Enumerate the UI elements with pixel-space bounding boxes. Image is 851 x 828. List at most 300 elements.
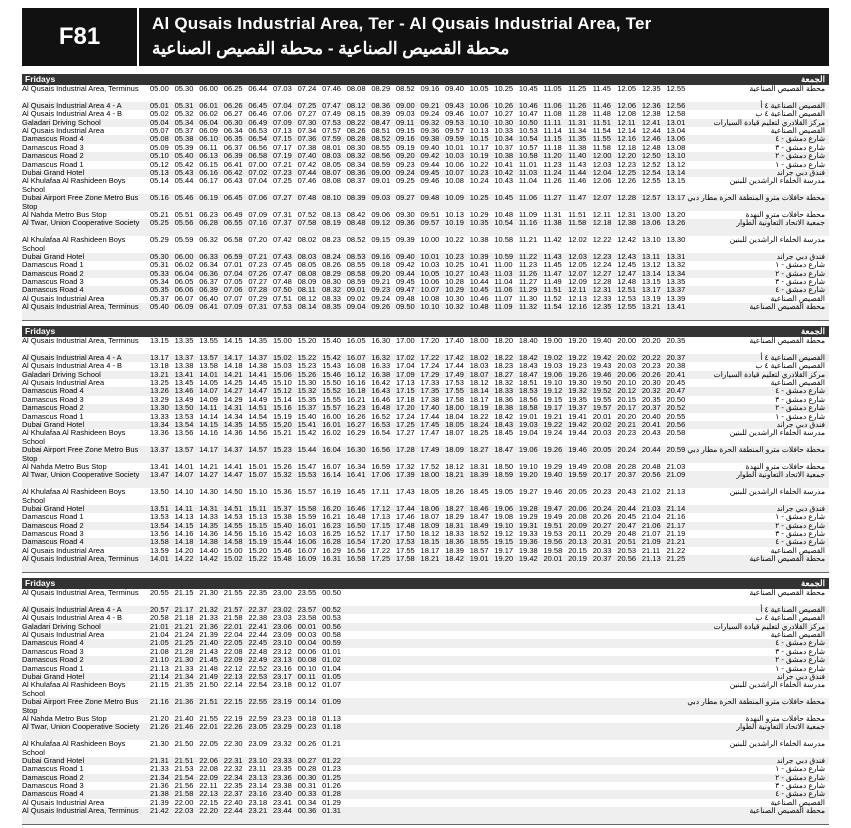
departure-time: 09.59 — [445, 134, 464, 144]
departure-time: 21.18 — [174, 613, 194, 623]
departure-time: 21.32 — [199, 604, 218, 614]
departure-time: 14.55 — [248, 419, 268, 429]
departure-time: 17.42 — [445, 352, 464, 362]
departure-time: 23.09 — [272, 629, 292, 639]
departure-time: 13.53 — [174, 411, 194, 421]
departure-time: 06.17 — [199, 176, 218, 186]
departure-time: 16.53 — [371, 419, 391, 429]
stop-name-arabic: شارع دمشق - ٢ — [775, 268, 825, 278]
stop-name-english: Al Qusais Industrial Area, Terminus — [22, 302, 139, 312]
timetable-row — [22, 606, 829, 614]
departure-time: 01.01 — [322, 646, 341, 656]
departure-time: 08.48 — [346, 218, 366, 228]
departure-time: 16.05 — [346, 336, 366, 345]
departure-time: 11.38 — [543, 218, 562, 228]
departure-time: 10.32 — [445, 302, 464, 312]
departure-time: 15.03 — [272, 361, 292, 371]
departure-time: 00.23 — [297, 722, 317, 732]
departure-time: 13.31 — [666, 251, 686, 261]
departure-time: 20.06 — [568, 503, 587, 513]
departure-time: 23.40 — [272, 789, 292, 799]
departure-time: 17.06 — [371, 470, 391, 480]
departure-time: 14.56 — [248, 428, 268, 438]
departure-time: 20.48 — [641, 461, 661, 471]
departure-time: 11.06 — [494, 285, 513, 295]
departure-time: 10.27 — [445, 268, 464, 278]
departure-time: 06.37 — [199, 277, 218, 287]
stop-name-english: Galadari Driving School — [22, 369, 101, 379]
departure-time: 11.32 — [518, 302, 538, 312]
departure-time: 12.22 — [592, 235, 612, 245]
departure-time: 17.02 — [395, 352, 415, 362]
departure-time: 17.48 — [395, 520, 415, 530]
departure-time: 22.05 — [199, 739, 218, 749]
stop-name-english: Al Twar, Union Cooperative Society — [22, 218, 140, 228]
departure-time: 16.54 — [346, 537, 366, 547]
departure-time: 10.58 — [518, 151, 538, 161]
departure-time: 06.05 — [174, 277, 194, 287]
departure-time: 23.10 — [272, 638, 292, 648]
departure-time: 12.35 — [592, 302, 612, 312]
departure-time: 12.13 — [568, 293, 587, 303]
departure-time: 08.55 — [371, 142, 391, 152]
departure-time: 07.09 — [223, 302, 243, 312]
departure-time: 13.06 — [666, 134, 686, 144]
departure-time: 07.42 — [272, 235, 292, 245]
departure-time: 11.52 — [543, 293, 562, 303]
departure-time: 13.30 — [666, 235, 686, 245]
departure-time: 15.37 — [297, 403, 317, 413]
departure-time: 14.57 — [248, 445, 268, 455]
departure-time: 05.14 — [150, 176, 169, 186]
route-number: F81 — [22, 8, 139, 66]
departure-times — [150, 740, 347, 748]
departure-time: 10.34 — [494, 134, 514, 144]
stop-name-english: Al Twar, Union Cooperative Society — [22, 722, 140, 732]
departure-time: 13.37 — [150, 445, 169, 455]
departure-time: 08.05 — [297, 260, 317, 270]
departure-time: 07.31 — [272, 209, 292, 219]
departure-time: 07.06 — [248, 193, 268, 203]
departure-time: 07.27 — [297, 109, 317, 119]
departure-time: 09.20 — [395, 151, 415, 161]
departure-time: 16.32 — [371, 352, 391, 362]
departure-time: 08.01 — [322, 142, 341, 152]
departure-time: 16.14 — [322, 470, 341, 480]
departure-time: 10.39 — [469, 251, 489, 261]
stop-name-english: Damascus Road 4 — [22, 386, 84, 396]
stop-name-english: Al Qusais Industrial Area — [22, 629, 105, 639]
day-label-english: Fridays — [25, 578, 56, 588]
departure-time: 19.51 — [543, 520, 563, 530]
departure-time: 21.13 — [150, 663, 169, 673]
departure-time: 15.20 — [272, 419, 292, 429]
departure-time: 07.42 — [297, 159, 317, 169]
departure-time: 09.39 — [395, 235, 415, 245]
departure-time: 20.12 — [617, 386, 637, 396]
departure-time: 17.50 — [395, 529, 415, 539]
departure-time: 11.26 — [543, 176, 562, 186]
departure-time: 21.33 — [199, 613, 218, 623]
departure-time: 11.06 — [518, 193, 538, 203]
departure-time: 12.42 — [617, 235, 637, 245]
departure-time: 09.03 — [395, 109, 415, 119]
departure-time: 00.14 — [297, 697, 317, 707]
departure-time: 20.00 — [617, 336, 637, 345]
departure-time: 15.42 — [272, 529, 292, 539]
departure-time: 10.03 — [420, 260, 440, 270]
departure-time: 06.01 — [199, 100, 218, 110]
departure-time: 10.08 — [445, 176, 464, 186]
departure-time: 21.17 — [174, 604, 194, 614]
stop-name-english: Al Qusais Industrial Area 4 - B — [22, 361, 123, 371]
departure-time: 20.06 — [617, 369, 637, 379]
departure-time: 06.49 — [248, 117, 268, 127]
departure-time: 06.58 — [248, 151, 268, 161]
departure-time: 16.23 — [322, 520, 341, 530]
departure-time: 14.18 — [174, 537, 194, 547]
departure-time: 20.56 — [617, 554, 637, 564]
departure-time: 13.55 — [199, 336, 218, 345]
stop-name-english: Dubai Grand Hotel — [22, 755, 85, 765]
departure-time: 11.09 — [518, 209, 538, 219]
departure-time: 06.15 — [199, 159, 218, 169]
departure-time: 09.47 — [395, 285, 415, 295]
departure-time: 18.39 — [469, 470, 489, 480]
departure-time: 07.26 — [248, 268, 268, 278]
departure-time: 10.06 — [445, 159, 464, 169]
departure-time: 06.00 — [199, 84, 218, 93]
departure-time: 21.36 — [174, 697, 194, 707]
departure-time: 08.23 — [322, 235, 341, 245]
departure-time: 12.14 — [617, 125, 637, 135]
departure-time: 15.42 — [297, 428, 317, 438]
departure-time: 19.46 — [592, 369, 612, 379]
departure-time: 05.32 — [174, 109, 194, 119]
departure-time: 08.02 — [297, 235, 317, 245]
stop-name-arabic: شارع دمشق - ٤ — [775, 638, 825, 648]
departure-time: 20.05 — [568, 487, 587, 497]
departure-time: 10.09 — [445, 193, 464, 203]
departure-time: 18.47 — [494, 445, 514, 455]
day-label-english: Fridays — [25, 74, 56, 84]
departure-time: 13.46 — [174, 386, 194, 396]
departure-time: 11.26 — [568, 100, 587, 110]
departure-time: 15.41 — [297, 419, 317, 429]
departure-time: 12.03 — [568, 251, 587, 261]
departure-time: 21.45 — [199, 655, 218, 665]
departure-time: 11.01 — [518, 159, 538, 169]
route-title-arabic: محطة القصيص الصناعية - محطة القصيص الصناعية — [152, 39, 510, 58]
departure-time: 09.16 — [420, 84, 440, 93]
departure-time: 17.35 — [420, 386, 440, 396]
departure-time: 19.15 — [543, 394, 563, 404]
departure-time: 20.33 — [592, 545, 612, 555]
departure-time: 10.47 — [518, 109, 538, 119]
departure-time: 17.58 — [445, 394, 464, 404]
departure-time: 12.11 — [568, 285, 587, 295]
departure-time: 17.58 — [395, 554, 415, 564]
departure-time: 22.19 — [223, 713, 243, 723]
stop-name-arabic: القصيص الصناعية ٤ ب — [755, 361, 825, 371]
stop-name-english: Al Qusais Industrial Area — [22, 797, 105, 807]
departure-times — [150, 723, 347, 731]
departure-time: 21.19 — [666, 529, 686, 539]
departure-time: 18.47 — [518, 369, 538, 379]
departure-time: 07.50 — [272, 285, 292, 295]
departure-times — [150, 807, 347, 815]
departure-time: 09.48 — [395, 293, 415, 303]
departure-time: 14.13 — [174, 512, 194, 522]
departure-time: 09.00 — [371, 167, 391, 177]
departure-time: 08.03 — [297, 251, 317, 261]
departure-time: 11.04 — [518, 176, 538, 186]
departure-time: 10.45 — [494, 193, 514, 203]
departure-time: 23.21 — [248, 806, 268, 816]
departure-time: 13.41 — [666, 302, 686, 312]
departure-time: 13.56 — [150, 529, 169, 539]
departure-time: 14.21 — [223, 369, 243, 379]
departure-time: 22.03 — [174, 806, 194, 816]
departure-time: 15.52 — [322, 386, 341, 396]
departure-time: 08.53 — [346, 251, 366, 261]
departure-time: 19.52 — [592, 386, 612, 396]
departure-time: 14.25 — [223, 377, 243, 387]
departure-time: 07.01 — [223, 260, 243, 270]
departure-time: 05.30 — [174, 84, 194, 93]
departure-time: 20.58 — [666, 428, 686, 438]
departure-time: 07.09 — [272, 117, 292, 127]
stop-name-english: Damascus Road 4 — [22, 789, 84, 799]
departure-time: 00.56 — [322, 621, 341, 631]
stop-name-arabic: شارع دمشق - ٢ — [775, 655, 825, 665]
departure-time: 12.16 — [617, 134, 637, 144]
departure-time: 15.06 — [272, 369, 292, 379]
departure-time: 18.27 — [494, 369, 514, 379]
departure-time: 11.14 — [543, 125, 562, 135]
section-day-header — [22, 578, 829, 589]
departure-time: 06.56 — [248, 142, 268, 152]
departure-time: 09.38 — [420, 134, 440, 144]
departure-time: 23.58 — [297, 613, 317, 623]
departure-time: 10.19 — [445, 218, 464, 228]
departure-time: 00.18 — [297, 713, 317, 723]
departure-times — [150, 219, 691, 227]
stop-name-arabic: شارع دمشق - ٢ — [775, 772, 825, 782]
departure-time: 15.10 — [248, 487, 268, 497]
departure-time: 09.57 — [420, 218, 440, 228]
departure-time: 21.25 — [174, 638, 194, 648]
departure-time: 06.39 — [199, 285, 218, 295]
departure-time: 21.04 — [150, 629, 169, 639]
stop-name-english: Al Qusais Industrial Area 4 - A — [22, 100, 122, 110]
departure-time: 22.44 — [248, 629, 268, 639]
departure-time: 01.09 — [322, 697, 341, 707]
departure-time: 12.25 — [617, 167, 637, 177]
departure-time: 10.26 — [494, 100, 514, 110]
departure-time: 19.40 — [543, 470, 563, 480]
departure-time: 08.35 — [322, 302, 341, 312]
departure-time: 15.37 — [272, 503, 292, 513]
departure-time: 11.03 — [494, 268, 513, 278]
departure-time: 11.42 — [543, 235, 562, 245]
departure-time: 07.15 — [272, 134, 292, 144]
departure-time: 20.55 — [150, 588, 169, 597]
departure-time: 14.37 — [223, 445, 243, 455]
departure-time: 07.52 — [297, 209, 317, 219]
departure-time: 20.24 — [592, 503, 612, 513]
departure-time: 06.09 — [174, 302, 194, 312]
departure-time: 10.45 — [469, 285, 489, 295]
departure-time: 14.30 — [199, 487, 218, 497]
departure-time: 10.48 — [494, 209, 514, 219]
departure-time: 22.09 — [223, 655, 243, 665]
departure-time: 10.30 — [494, 117, 514, 127]
departure-time: 20.52 — [666, 403, 686, 413]
stop-name-arabic: شارع دمشق - ٢ — [775, 151, 825, 161]
departure-time: 11.23 — [518, 260, 538, 270]
departure-time: 18.24 — [469, 419, 489, 429]
departure-time: 01.05 — [322, 671, 341, 681]
departure-time: 22.08 — [199, 764, 218, 774]
departure-time: 22.35 — [223, 781, 243, 791]
departure-time: 23.00 — [272, 588, 292, 597]
timetable-row — [22, 631, 829, 639]
departure-time: 21.10 — [150, 655, 169, 665]
departure-time: 18.09 — [445, 445, 464, 455]
departure-time: 05.31 — [174, 100, 194, 110]
departure-time: 16.19 — [322, 487, 341, 497]
departure-time: 13.14 — [641, 268, 661, 278]
departure-time: 13.30 — [150, 403, 169, 413]
departure-time: 21.15 — [150, 680, 169, 690]
departure-time: 11.04 — [494, 277, 513, 287]
departure-time: 18.57 — [469, 545, 489, 555]
departure-time: 06.19 — [199, 193, 218, 203]
stop-name-english: Al Khulafaa Al Rashideen Boys School — [22, 235, 126, 253]
departure-time: 21.34 — [150, 772, 169, 782]
departure-time: 19.05 — [494, 487, 514, 497]
departure-time: 07.13 — [272, 125, 292, 135]
departure-time: 05.46 — [174, 193, 194, 203]
departure-time: 14.42 — [199, 554, 218, 564]
departure-time: 23.19 — [272, 697, 292, 707]
departure-time: 19.03 — [543, 361, 563, 371]
departure-time: 14.21 — [199, 461, 218, 471]
departure-time: 10.08 — [420, 293, 440, 303]
departure-time: 07.23 — [248, 260, 268, 270]
departure-time: 12.23 — [592, 251, 612, 261]
departure-time: 14.16 — [199, 428, 218, 438]
stop-name-english: Damascus Road 1 — [22, 159, 84, 169]
departure-time: 11.47 — [568, 193, 587, 203]
departure-time: 12.58 — [666, 109, 686, 119]
departure-time: 23.57 — [297, 604, 317, 614]
departure-time: 22.30 — [223, 739, 243, 749]
departure-time: 05.21 — [150, 209, 169, 219]
departure-time: 12.11 — [617, 117, 636, 127]
departure-time: 11.06 — [543, 100, 562, 110]
departure-time: 18.27 — [445, 503, 464, 513]
departure-time: 09.30 — [395, 209, 415, 219]
departure-time: 13.17 — [641, 285, 661, 295]
departure-time: 06.25 — [223, 84, 243, 93]
departure-time: 21.28 — [174, 646, 194, 656]
departure-time: 07.58 — [297, 218, 317, 228]
departure-time: 18.02 — [469, 352, 489, 362]
stop-name-arabic: فندق دبي جراند — [776, 167, 825, 177]
departure-time: 20.17 — [592, 470, 612, 480]
departure-time: 09.03 — [371, 193, 391, 203]
departure-time: 01.26 — [322, 781, 341, 791]
stop-name-arabic: شارع دمشق - ١ — [775, 512, 825, 522]
departure-time: 00.10 — [297, 663, 317, 673]
departure-time: 06.49 — [223, 209, 243, 219]
departure-time: 07.21 — [272, 159, 292, 169]
timetable-row — [22, 698, 829, 715]
departure-time: 07.47 — [272, 268, 292, 278]
stop-name-arabic: جمعية الاتحاد التعاونية الطوار — [736, 722, 825, 732]
departure-time: 13.08 — [666, 142, 686, 152]
departure-time: 15.30 — [297, 377, 317, 387]
departure-time: 14.15 — [199, 419, 218, 429]
departure-time: 21.25 — [666, 554, 686, 564]
departure-time: 14.27 — [199, 470, 218, 480]
departure-time: 00.11 — [297, 671, 316, 681]
day-label-arabic: الجمعة — [800, 326, 825, 336]
stop-name-english: Damascus Road 1 — [22, 663, 84, 673]
departure-time: 12.57 — [641, 193, 661, 203]
departure-time: 18.19 — [469, 403, 489, 413]
departure-time: 22.00 — [174, 797, 194, 807]
departure-time: 18.50 — [494, 461, 514, 471]
timetable-section-3 — [22, 578, 829, 825]
timetable-row — [22, 337, 829, 354]
departure-time: 16.34 — [346, 461, 366, 471]
departure-time: 08.19 — [322, 218, 341, 228]
departure-time: 19.38 — [518, 545, 538, 555]
departure-time: 23.16 — [272, 663, 292, 673]
departure-time: 18.55 — [469, 537, 489, 547]
departure-time: 17.13 — [371, 512, 391, 522]
departure-time: 13.49 — [174, 394, 194, 404]
stop-name-english: Al Khulafaa Al Rashideen Boys School — [22, 428, 126, 446]
departure-time: 06.06 — [174, 285, 194, 295]
departure-time: 18.58 — [518, 403, 538, 413]
departure-time: 10.25 — [494, 84, 514, 93]
departure-time: 15.58 — [297, 503, 317, 513]
departure-time: 10.29 — [445, 285, 464, 295]
departure-time: 19.35 — [568, 394, 587, 404]
departure-time: 18.17 — [420, 545, 440, 555]
departure-time: 12.16 — [568, 302, 587, 312]
departure-time: 14.37 — [248, 352, 268, 362]
departure-time: 16.33 — [371, 361, 391, 371]
departure-time: 19.10 — [543, 377, 563, 387]
departure-time: 15.26 — [272, 461, 292, 471]
departure-time: 09.46 — [420, 176, 440, 186]
departure-time: 00.33 — [297, 789, 317, 799]
departure-time: 19.31 — [518, 520, 538, 530]
departure-time: 23.11 — [248, 764, 267, 774]
departure-time: 15.22 — [248, 554, 268, 564]
departure-time: 13.04 — [666, 125, 686, 135]
stop-name-arabic: شارع دمشق - ٤ — [775, 537, 825, 547]
departure-time: 09.44 — [420, 159, 440, 169]
departure-time: 11.25 — [568, 84, 587, 93]
departure-time: 05.07 — [150, 125, 169, 135]
departure-time: 12.31 — [617, 209, 637, 219]
